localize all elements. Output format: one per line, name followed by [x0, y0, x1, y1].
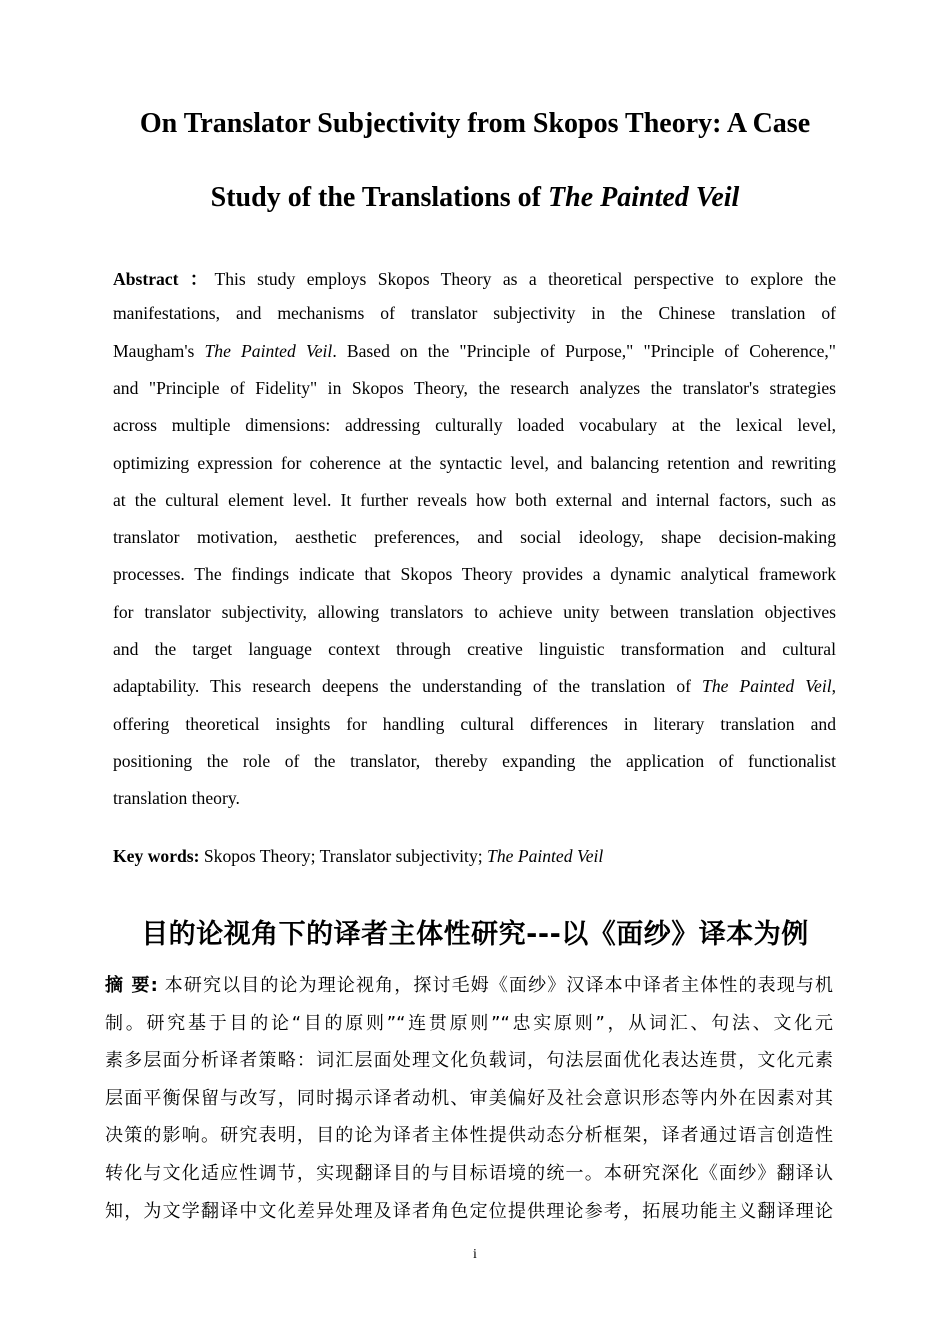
keywords-label: Key words:: [113, 846, 204, 866]
abstract-zh-line: [105, 1197, 833, 1223]
keywords-italic: The Painted Veil: [487, 846, 604, 866]
abstract-en-line: [113, 490, 836, 511]
abstract-zh-line: [105, 1159, 833, 1185]
text-segment: ,: [831, 676, 837, 697]
text-segment: and "Principle of Fidelity" in Skopos Theory, the research analyzes the translator's strategies: [113, 377, 836, 398]
abstract-en-line: [113, 714, 836, 735]
abstract-en-line: [113, 639, 836, 660]
abstract-en-line: [113, 602, 836, 623]
abstract-en-line: [113, 676, 836, 697]
keywords-en: [113, 846, 603, 867]
text-segment: 本研究以目的论为理论视角，探讨毛姆《面纱》汉译本中译者主体性的表现与机: [157, 975, 834, 996]
text-segment: This study employs Skopos Theory as a theoretical perspective to explore the: [214, 269, 836, 289]
italic-title: The Painted Veil: [702, 676, 832, 697]
text-segment: positioning the role of the translator, thereby expanding the application of functionalist: [113, 750, 836, 771]
text-segment: 素多层面分析译者策略：词汇层面处理文化负载词，句法层面优化表达连贯，文化元素: [105, 1050, 833, 1072]
text-segment: and the target language context through creative linguistic transformation and cultural: [113, 639, 836, 659]
text-segment: translation theory.: [113, 788, 240, 809]
abstract-en-line: [113, 415, 836, 436]
abstract-zh-line: [105, 1121, 833, 1147]
text-segment: optimizing expression for coherence at the syntactic level, and balancing retention and rewriting: [113, 452, 836, 473]
abstract-en-line: [113, 303, 836, 324]
title-line-2: [0, 182, 950, 214]
page-number: i: [473, 1247, 477, 1262]
abstract-en-line: [113, 564, 836, 585]
abstract-en-line: [113, 341, 836, 362]
text-segment: 层面平衡保留与改写，同时揭示译者动机、审美偏好及社会意识形态等内外在因素对其: [105, 1087, 833, 1109]
text-segment: processes. The findings indicate that Skopos Theory provides a dynamic analytical framework: [113, 564, 836, 585]
abstract-zh-line: [105, 1084, 833, 1110]
text-segment: offering theoretical insights for handling cultural differences in literary translation and: [113, 713, 836, 734]
abstract-zh-line: [105, 1046, 833, 1072]
abstract-zh-line: [105, 971, 833, 997]
title-prefix: Study of the Translations of: [210, 182, 549, 213]
italic-title: The Painted Veil: [204, 340, 333, 361]
text-segment: 决策的影响。研究表明，目的论为译者主体性提供动态分析框架，译者通过语言创造性: [105, 1125, 833, 1147]
title-zh: 目的论视角下的译者主体性研究---以《面纱》译本为例: [141, 919, 809, 950]
text-segment: for translator subjectivity, allowing translators to achieve unity between translation objectives: [113, 601, 836, 622]
keywords-text: Skopos Theory; Translator subjectivity;: [203, 846, 488, 866]
text-segment: 制。研究基于目的论“目的原则”“连贯原则”“忠实原则”，从词汇、句法、文化元: [105, 1012, 833, 1034]
abstract-en-line: [113, 266, 836, 291]
title-line-1: On Translator Subjectivity from Skopos Theory: A Case: [139, 108, 811, 139]
text-segment: 知，为文学翻译中文化差异处理及译者角色定位提供理论参考，拓展功能主义翻译理论: [105, 1200, 833, 1222]
abstract-label: 摘 要:: [105, 975, 158, 996]
text-segment: manifestations, and mechanisms of translator subjectivity in the Chinese translation of: [113, 303, 836, 324]
abstract-en-line: [113, 527, 836, 548]
title-italic: The Painted Veil: [548, 182, 740, 213]
text-segment: adaptability. This research deepens the understanding of the translation of: [113, 676, 703, 697]
abstract-zh-line: [105, 1009, 833, 1035]
abstract-en-line: [113, 378, 836, 399]
text-segment: Maugham's: [113, 340, 205, 361]
abstract-en-line: [113, 751, 836, 772]
abstract-en-line: [113, 788, 836, 809]
text-segment: at the cultural element level. It further reveals how both external and internal factors, such as: [113, 489, 836, 510]
text-segment: translator motivation, aesthetic preferences, and social ideology, shape decision-making: [113, 527, 836, 548]
text-segment: 转化与文化适应性调节，实现翻译目的与目标语境的统一。本研究深化《面纱》翻译认: [105, 1163, 833, 1184]
text-segment: . Based on the "Principle of Purpose," "Principle of Coherence,": [332, 340, 836, 361]
text-segment: across multiple dimensions: addressing culturally loaded vocabulary at the lexical level,: [113, 415, 836, 436]
abstract-en-line: [113, 453, 836, 474]
abstract-label: Abstract ：: [113, 269, 215, 289]
